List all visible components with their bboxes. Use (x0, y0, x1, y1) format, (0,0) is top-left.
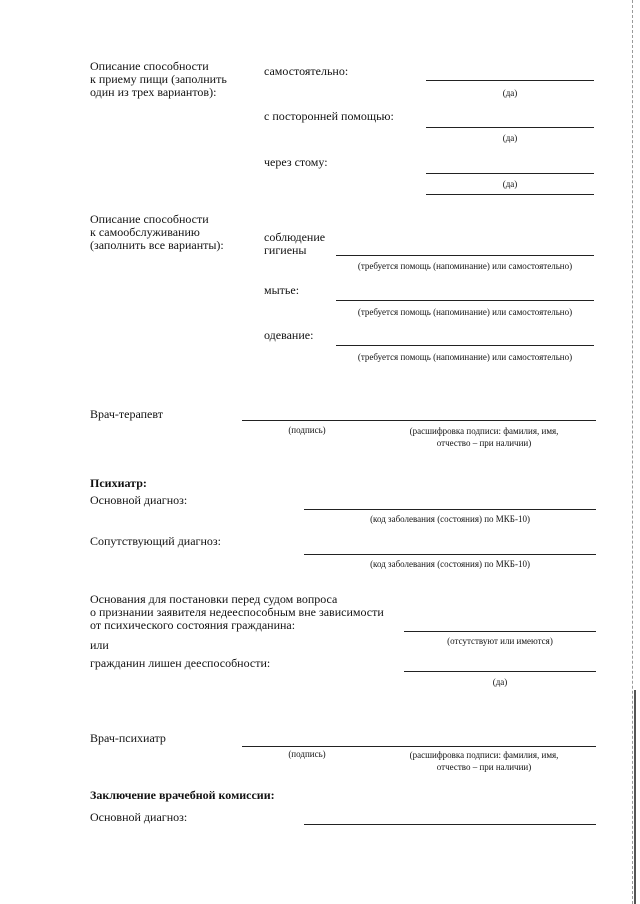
food-independent-label: самостоятельно: (264, 64, 349, 78)
psychiatrist-decoding-caption: (расшифровка подписи: фамилия, имя, отчество – при наличии) (409, 750, 559, 772)
dressing-line[interactable] (336, 345, 594, 346)
food-with-help-label: с посторонней помощью: (264, 109, 394, 123)
food-independent-caption: (да) (502, 88, 518, 98)
scan-edge-shadow (634, 690, 636, 904)
psych-concomitant-diagnosis-label: Сопутствующий диагноз: (90, 534, 221, 548)
food-independent-line[interactable] (426, 80, 594, 81)
incapacity-grounds-text: Основания для постановки перед судом вопроса о признании заявителя недееспособным вне зависимости от психического состояния гражданина: (90, 592, 384, 632)
dressing-caption: (требуется помощь (напоминание) или самостоятельно) (357, 352, 573, 362)
dressing-label: одевание: (264, 328, 314, 342)
therapist-signature-line[interactable] (242, 420, 596, 421)
incapacity-grounds-line[interactable] (404, 631, 596, 632)
food-with-help-line[interactable] (426, 127, 594, 128)
food-extra-line (426, 194, 594, 195)
hygiene-caption: (требуется помощь (напоминание) или самостоятельно) (357, 261, 573, 271)
food-via-stoma-label: через стому: (264, 155, 328, 169)
psych-concomitant-diagnosis-caption: (код заболевания (состояния) по МКБ-10) (370, 559, 530, 569)
psych-main-diagnosis-line[interactable] (304, 509, 596, 510)
hygiene-line[interactable] (336, 255, 594, 256)
washing-label: мытье: (264, 283, 300, 297)
scan-edge-line (632, 0, 633, 904)
deprived-of-capacity-caption: (да) (492, 677, 508, 687)
food-with-help-caption: (да) (502, 133, 518, 143)
psychiatrist-label: Врач-психиатр (90, 731, 166, 745)
psych-main-diagnosis-caption: (код заболевания (состояния) по МКБ-10) (370, 514, 530, 524)
washing-line[interactable] (336, 300, 594, 301)
or-label: или (90, 638, 109, 652)
psychiatrist-heading: Психиатр: (90, 476, 147, 490)
food-section-title: Описание способности к приему пищи (заполнить один из трех вариантов): (90, 59, 227, 99)
commission-main-diagnosis-line[interactable] (304, 824, 596, 825)
food-via-stoma-line[interactable] (426, 173, 594, 174)
therapist-label: Врач-терапевт (90, 407, 163, 421)
self-care-section-title: Описание способности к самообслуживанию (заполнить все варианты): (90, 212, 224, 252)
deprived-of-capacity-label: гражданин лишен дееспособности: (90, 656, 271, 670)
psychiatrist-signature-line[interactable] (242, 746, 596, 747)
therapist-signature-caption: (подпись) (288, 425, 326, 435)
incapacity-grounds-caption: (отсутствуют или имеются) (447, 636, 553, 646)
therapist-decoding-caption: (расшифровка подписи: фамилия, имя, отчество – при наличии) (409, 426, 559, 448)
deprived-of-capacity-line[interactable] (404, 671, 596, 672)
commission-heading: Заключение врачебной комиссии: (90, 788, 275, 802)
psych-concomitant-diagnosis-line[interactable] (304, 554, 596, 555)
psych-main-diagnosis-label: Основной диагноз: (90, 493, 188, 507)
psychiatrist-signature-caption: (подпись) (288, 749, 326, 759)
food-via-stoma-caption: (да) (502, 179, 518, 189)
hygiene-label: соблюдение гигиены (264, 230, 326, 257)
commission-main-diagnosis-label: Основной диагноз: (90, 810, 188, 824)
washing-caption: (требуется помощь (напоминание) или самостоятельно) (357, 307, 573, 317)
